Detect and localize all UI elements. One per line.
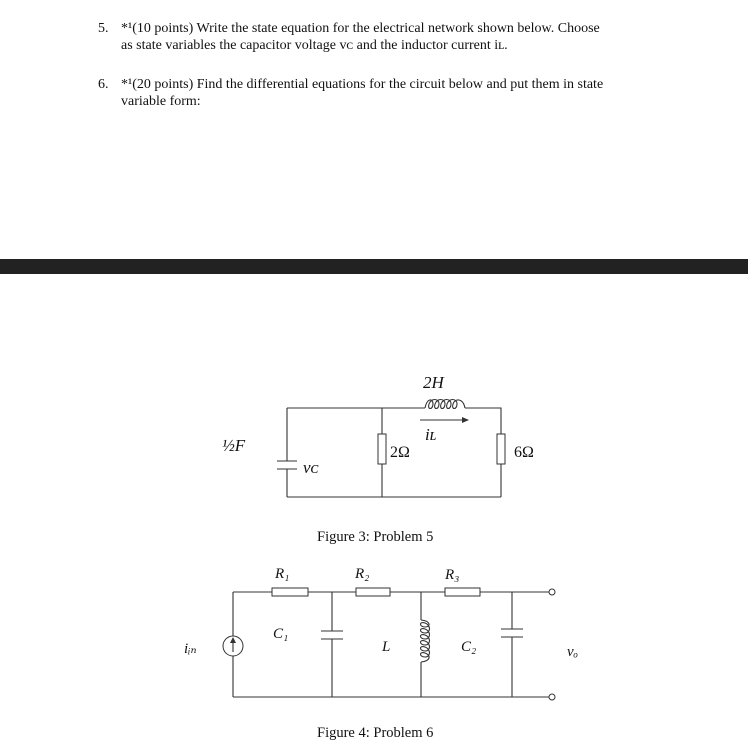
figure-4-circuit [184,566,578,741]
fig3-resistor1-label: 2Ω [390,444,410,461]
fig3-inductor-label: 2H [423,373,444,392]
fig4-output-terminal-top [549,589,555,595]
fig3-current-label: iʟ [425,425,437,444]
fig4-output-terminal-bottom [549,694,555,700]
fig4-source-label: iᵢₙ [184,641,197,657]
fig4-r2-label: R₂ [355,566,370,582]
fig4-c1-label: C₁ [273,626,289,642]
problem-5-text-line2: as state variables the capacitor voltage vᴄ and the inductor current iʟ. [121,38,508,53]
fig3-caption: Figure 3: Problem 5 [317,529,434,545]
fig4-l-label: L [382,639,391,655]
fig3-inductor [425,400,465,409]
fig4-r3-label: R₃ [445,567,460,583]
fig4-inductor [421,620,430,662]
fig4-resistor-r1 [272,588,308,596]
fig3-capacitor-label: ½F [222,436,246,455]
figure-3-circuit [222,373,534,545]
fig4-capacitor-c1 [321,631,343,639]
fig4-current-source [223,636,243,656]
problem-6-text-line1: *¹(20 points) Find the differential equations for the circuit below and put them in state [121,77,604,92]
fig3-resistor-6ohm [497,434,505,464]
fig3-capacitor [277,461,297,469]
fig4-resistor-r2 [356,588,390,596]
fig3-resistor2-label: 6Ω [514,444,534,461]
fig3-voltage-label: vᴄ [303,458,319,477]
fig4-c2-label: C₂ [461,639,477,655]
fig3-top-wire [287,408,501,434]
fig4-output-label: vₒ [567,644,578,660]
fig4-capacitor-c2 [501,629,523,637]
fig3-resistor-2ohm [378,434,386,464]
fig3-current-arrow [420,417,469,423]
problem-6-text-line2: variable form: [121,94,201,109]
fig4-resistor-r3 [445,588,480,596]
problem-6-number: 6. [98,77,109,92]
fig4-caption: Figure 4: Problem 6 [317,725,434,741]
problem-5-number: 5. [98,21,109,36]
fig4-r1-label: R₁ [275,566,290,582]
problem-5-text-line1: *¹(10 points) Write the state equation for the electrical network shown below. Choose [121,21,600,36]
